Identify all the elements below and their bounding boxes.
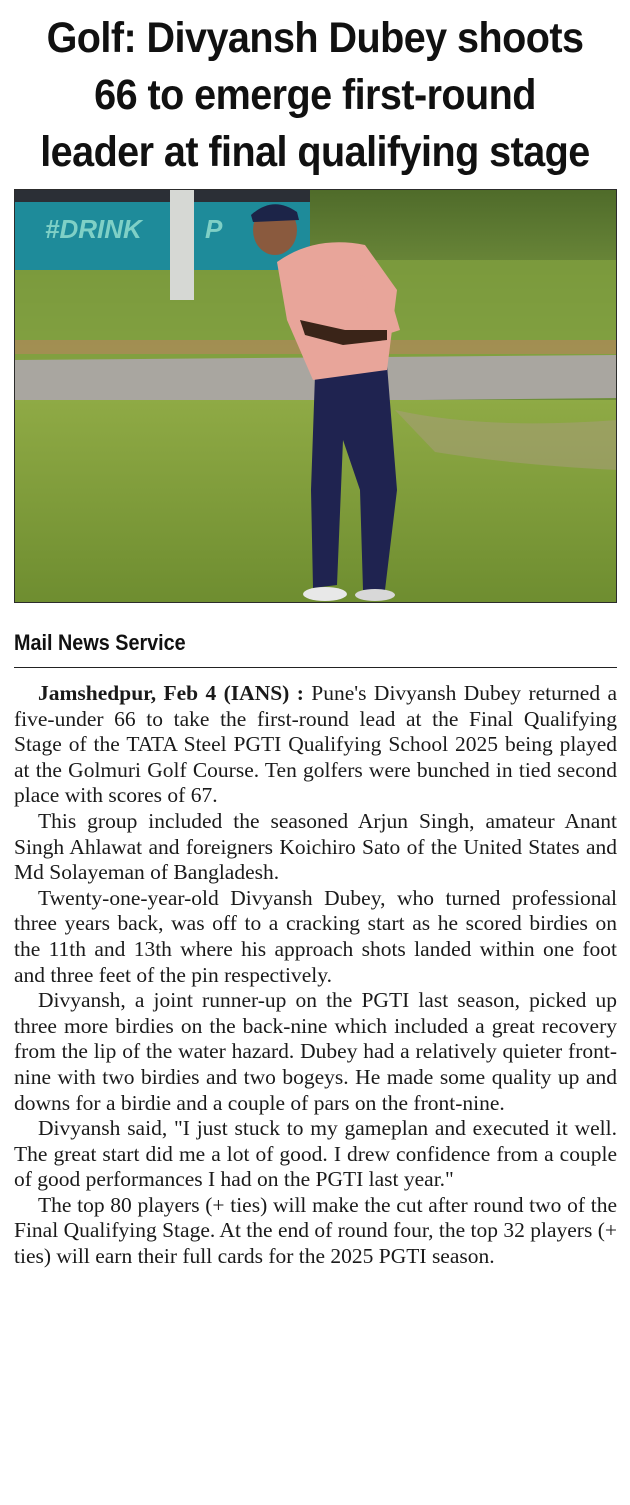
dateline: Jamshedpur, Feb 4 (IANS) : [38,681,304,705]
banner-text: #DRINK [45,214,142,244]
byline-rule [14,667,617,668]
paragraph-6: The top 80 players (+ ties) will make the cut after round two of the Final Qualifying Stage. At the end of round four, the top 32 players (+ ties) will earn their full cards for the 2025 PGTI season. [14,1192,617,1269]
paragraph-1 [14,681,617,809]
paragraph-1-text: Pune's Divyansh Dubey returned a five-under 66 to take the first-round lead at the Final Qualifying Stage of the TATA Steel PGTI Qualifying School 2025 being played at the Golmuri Golf Course. Ten golfers were bunched in tied second place with scores of 67. [14,681,617,808]
post [170,190,194,300]
byline: Mail News Service [14,630,186,655]
paragraph-3: Twenty-one-year-old Divyansh Dubey, who turned professional three years back, was off to a cracking start as he scored birdies on the 11th and 13th where his approach shots landed within one foot and three feet of the pin respectively. [14,885,617,987]
paragraph-4: Divyansh, a joint runner-up on the PGTI last season, picked up three more birdies on the back-nine which included a great recovery from the lip of the water hazard. Dubey had a relatively quieter front-nine with two birdies and two bogeys. He made some quality up and downs for a birdie and a couple of pars on the front-nine. [14,988,617,1115]
paragraph-5: Divyansh said, "I just stuck to my gameplan and executed it well. The great start did me a lot of good. I drew confidence from a couple of good performances I had on the PGTI last year." [14,1116,617,1192]
article-photo [14,189,617,603]
headline: Golf: Divyansh Dubey shoots 66 to emerge first-round leader at final qualifying stage [40,14,590,176]
article-body [14,681,617,1270]
banner-text-2: P [205,214,223,244]
paragraph-2: This group included the seasoned Arjun Singh, amateur Anant Singh Ahlawat and foreigners Koichiro Sato of the United States and Md Solayeman of Bangladesh. [14,808,617,885]
golfer-photo-illustration [15,190,617,603]
